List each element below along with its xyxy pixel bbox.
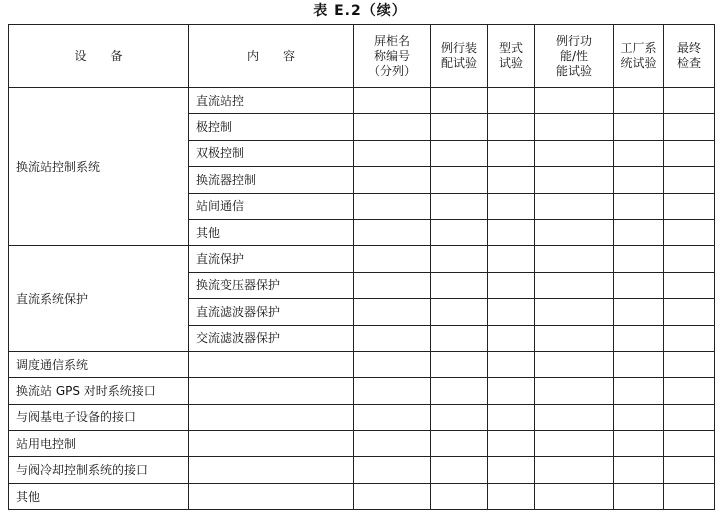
header-equipment: 设 备 [9,25,189,88]
empty-cell [354,378,431,404]
empty-cell [354,325,431,351]
empty-cell [614,351,664,377]
header-cabinet-id: 屏柜名 称编号 （分列） [354,25,431,88]
empty-cell [614,483,664,509]
empty-cell [488,88,535,114]
empty-cell [488,299,535,325]
empty-cell [614,404,664,430]
header-factory-system-test: 工厂系 统试验 [614,25,664,88]
empty-cell [535,114,614,140]
empty-cell [535,378,614,404]
empty-cell [431,88,488,114]
system-cell: 直流系统保护 [9,246,189,352]
system-cell: 调度通信系统 [9,351,189,377]
empty-cell [354,272,431,298]
empty-cell [488,378,535,404]
system-cell: 换流站控制系统 [9,88,189,246]
content-cell: 站间通信 [189,193,354,219]
empty-cell [664,325,715,351]
system-cell: 其他 [9,483,189,509]
empty-cell [535,140,614,166]
empty-cell [614,114,664,140]
empty-cell [535,88,614,114]
empty-cell [664,246,715,272]
empty-cell [664,272,715,298]
empty-cell [614,167,664,193]
header-row [9,25,715,88]
empty-cell [354,246,431,272]
empty-cell [488,140,535,166]
empty-cell [488,246,535,272]
header-final-check: 最终 检查 [664,25,715,88]
empty-cell [354,299,431,325]
empty-cell [535,299,614,325]
empty-cell [354,483,431,509]
empty-cell [614,457,664,483]
header-content: 内 容 [189,25,354,88]
empty-cell [354,167,431,193]
empty-cell [664,483,715,509]
table-row [9,404,715,430]
empty-cell [354,457,431,483]
content-cell: 换流器控制 [189,167,354,193]
empty-cell [354,404,431,430]
table-row [9,483,715,509]
empty-cell [354,88,431,114]
empty-cell [431,457,488,483]
empty-cell [664,404,715,430]
empty-cell [354,193,431,219]
empty-cell [535,325,614,351]
empty-cell [614,431,664,457]
empty-cell [664,351,715,377]
empty-cell [189,483,354,509]
empty-cell [431,167,488,193]
empty-cell [614,246,664,272]
empty-cell [431,114,488,140]
empty-cell [664,299,715,325]
empty-cell [431,404,488,430]
empty-cell [535,193,614,219]
empty-cell [614,325,664,351]
empty-cell [664,219,715,245]
empty-cell [354,431,431,457]
empty-cell [488,114,535,140]
content-cell: 双极控制 [189,140,354,166]
empty-cell [488,167,535,193]
empty-cell [431,351,488,377]
empty-cell [488,483,535,509]
empty-cell [431,246,488,272]
empty-cell [664,114,715,140]
test-matrix-table [8,24,715,510]
header-routine-assembly-test: 例行装 配试验 [431,25,488,88]
empty-cell [488,272,535,298]
content-cell: 其他 [189,219,354,245]
content-cell: 直流滤波器保护 [189,299,354,325]
empty-cell [431,378,488,404]
empty-cell [614,299,664,325]
empty-cell [431,431,488,457]
empty-cell [614,378,664,404]
table-row [9,431,715,457]
system-cell: 站用电控制 [9,431,189,457]
system-cell: 与阀冷却控制系统的接口 [9,457,189,483]
table-row [9,88,715,114]
empty-cell [664,88,715,114]
empty-cell [535,457,614,483]
empty-cell [189,457,354,483]
empty-cell [535,431,614,457]
empty-cell [535,272,614,298]
content-cell: 极控制 [189,114,354,140]
empty-cell [431,193,488,219]
table-row [9,246,715,272]
empty-cell [535,246,614,272]
empty-cell [189,378,354,404]
table-caption: 表 E.2（续） [313,3,407,19]
empty-cell [431,483,488,509]
empty-cell [354,219,431,245]
empty-cell [614,272,664,298]
empty-cell [488,193,535,219]
table-row [9,351,715,377]
empty-cell [664,140,715,166]
empty-cell [664,457,715,483]
empty-cell [535,351,614,377]
empty-cell [431,299,488,325]
empty-cell [488,457,535,483]
content-cell: 直流保护 [189,246,354,272]
empty-cell [431,140,488,166]
empty-cell [431,325,488,351]
empty-cell [488,325,535,351]
empty-cell [488,219,535,245]
empty-cell [354,140,431,166]
empty-cell [614,193,664,219]
empty-cell [535,219,614,245]
header-type-test: 型式 试验 [488,25,535,88]
empty-cell [354,114,431,140]
system-cell: 与阀基电子设备的接口 [9,404,189,430]
empty-cell [488,351,535,377]
empty-cell [488,404,535,430]
empty-cell [614,88,664,114]
empty-cell [431,272,488,298]
empty-cell [664,167,715,193]
empty-cell [535,167,614,193]
empty-cell [664,431,715,457]
empty-cell [189,431,354,457]
table-body [9,88,715,510]
header-routine-function-test: 例行功 能/性 能试验 [535,25,614,88]
system-cell: 换流站 GPS 对时系统接口 [9,378,189,404]
empty-cell [614,219,664,245]
table-row [9,378,715,404]
empty-cell [614,140,664,166]
content-cell: 换流变压器保护 [189,272,354,298]
empty-cell [664,193,715,219]
empty-cell [189,351,354,377]
content-cell: 交流滤波器保护 [189,325,354,351]
empty-cell [664,378,715,404]
content-cell: 直流站控 [189,88,354,114]
table-row [9,457,715,483]
empty-cell [431,219,488,245]
empty-cell [488,431,535,457]
empty-cell [354,351,431,377]
empty-cell [535,404,614,430]
empty-cell [535,483,614,509]
empty-cell [189,404,354,430]
